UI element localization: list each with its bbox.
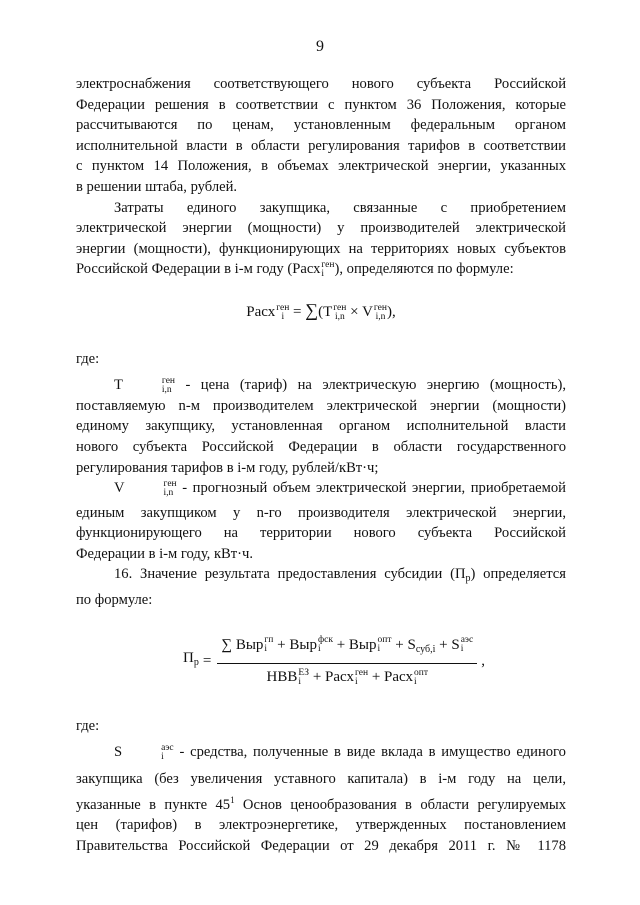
- result-formula: $П_р$ = ∑ Выр гп i + Выр фск i + Выр опт i + $S_{суб,i} + S$ аэс i НВВ ЕЗ i + Расх ген i + Расх опт i ,: [183, 635, 485, 687]
- def-t-line: регулирования тарифов в i-м году, рублей/кВт·ч;: [76, 459, 379, 476]
- para2-last-line: [76, 259, 566, 280]
- result-fraction: [217, 635, 477, 688]
- def-t-line: нового субъекта Российской Федерации в области государственного: [76, 438, 566, 455]
- para2-line: электрической энергии (мощности) у производителей электрической: [76, 220, 566, 237]
- def-t-line: поставляемую n-м производителем электрической энергии (мощности): [76, 397, 566, 414]
- para1-line: электроснабжения соответствующего нового субъекта Российской: [76, 76, 566, 92]
- para16-second-line: по формуле:: [76, 592, 153, 609]
- where-label: где:: [76, 350, 100, 367]
- def-s-line: закупщика (без увеличения уставного капитала) в i-м году на цели,: [76, 771, 566, 788]
- fraction-numerator: ∑ Выр гп i + Выр фск i + Выр опт i + $S_{суб,i} + S$ аэс i: [217, 635, 477, 665]
- def-t-line: единому закупщику, установленная органом исполнительной власти: [76, 418, 566, 435]
- def-s-line: указанные в пункте 45$^1$ Основ ценообразования в области регулируемых: [76, 794, 567, 813]
- def-v-line: единым закупщиком у n-го производителя электрической энергии,: [76, 504, 566, 521]
- footnote-marker: 1: [230, 794, 235, 805]
- document-body: [76, 74, 566, 856]
- p-r-symbol: $П_р$: [455, 566, 471, 585]
- para2-line: энергии (мощности), функционирующих на территориях новых субъектов: [76, 240, 566, 257]
- para1-line: рассчитываются по ценам, установленным федеральным органом: [76, 117, 566, 134]
- cost-formula: Расх ген i = ∑(T ген i,n × V ген i,n ),: [246, 299, 396, 322]
- para16-first-line: 16. Значение результата предоставления субсидии $(П_р)$ определяется: [114, 566, 566, 585]
- def-s-line: Правительства Российской Федерации от 29 декабря 2011 г. № 1178: [76, 837, 566, 854]
- para1-line: Федерации решения в соответствии с пунктом 36 Положения, которые: [76, 96, 566, 113]
- t-symbol: T ген i,n: [114, 375, 175, 395]
- rasx-gen-symbol: Расх ген i: [292, 260, 335, 279]
- def-v-line: функционирующего на территории нового субъекта Российской: [76, 525, 566, 542]
- para1-line: исполнительной власти в области регулирования тарифов в соответствии: [76, 137, 566, 154]
- para2-line: Затраты единого закупщика, связанные с приобретением: [114, 199, 566, 216]
- def-v-first-line: V ген i,n - прогнозный объем электрической энергии, приобретаемой: [114, 478, 566, 498]
- where-label: где:: [76, 717, 100, 734]
- def-t-first-line: T ген i,n - цена (тариф) на электрическую энергию (мощность),: [114, 375, 566, 395]
- page-number: 9: [316, 38, 324, 55]
- para1-line: с пунктом 14 Положения, в объемах электрической энергии, указанных: [76, 158, 566, 175]
- para2-text: ), определяются по формуле:: [334, 261, 514, 278]
- s-aes-symbol: S аэс i: [114, 743, 174, 763]
- para2-text: Российской Федерации в i-м году (: [76, 261, 293, 278]
- fraction-denominator: НВВ ЕЗ i + Расх ген i + Расх опт i: [266, 667, 429, 687]
- def-s-first-line: S аэс i - средства, полученные в виде вклада в имущество единого: [114, 743, 566, 763]
- sum-symbol: ∑: [305, 299, 319, 320]
- def-s-line: цен (тарифов) в электроэнергетике, утвержденных постановлением: [76, 817, 566, 834]
- para1-line: в решении штаба, рублей.: [76, 178, 238, 195]
- def-v-line: Федерации в i-м году, кВт·ч.: [76, 545, 254, 562]
- v-symbol: V ген i,n: [114, 478, 177, 498]
